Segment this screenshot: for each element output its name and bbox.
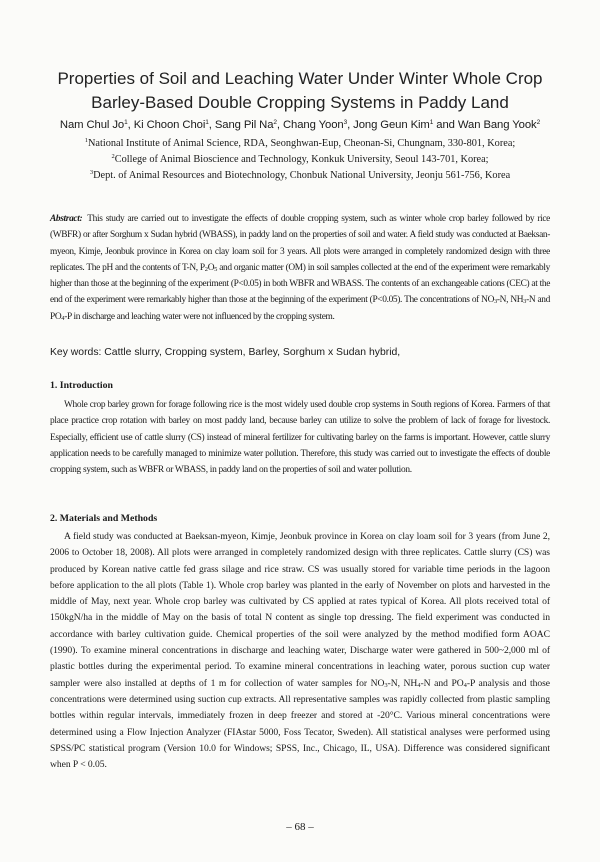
author-name: Sang Pil Na <box>214 119 274 131</box>
section-heading-methods: 2. Materials and Methods <box>50 513 158 524</box>
author-sup: 2 <box>273 119 277 126</box>
author-sup: 1 <box>205 119 209 126</box>
page-number: – 68 – <box>286 821 314 833</box>
section-heading-introduction: 1. Introduction <box>50 380 113 391</box>
abstract: Abstract: This study are carried out to investigate the effects of double cropping system, such as winter whole crop barley followed by rice (WBFR) or after Sorghum x Sudan hybrid (WBASS), in paddy land on the properties of soil and water. A field study was conducted at Baeksan-myeon, Kimje, Jeonbuk province in Korea on clay loam soil for 3 years. All plots were arranged in completely randomized design with three replicates. The pH and the contents of T-N, $P_2O_5$ and organic matter (OM) in soil samples collected at the end of the experiment were remarkably higher than those at the beginning of the experiment (P<0.05) in both WBFR and WBASS. The contents of an exchangeable cations (CEC) at the end of the experiment were remarkably higher than those at the beginning of the experiment (P<0.05). The concentrations of $NO_3-N$, $NH_3-N$ and $PO_4-P$ in discharge and leaching water were not influenced by the cropping system. <box>50 214 550 322</box>
author-name: Wan Bang Yook <box>457 119 537 131</box>
title-line-2: Barley-Based Double Cropping Systems in Paddy Land <box>91 93 509 112</box>
author-name: Jong Geun Kim <box>353 119 430 131</box>
author-name: Ki Choon Choi <box>133 119 206 131</box>
abstract-label: Abstract: <box>50 214 83 224</box>
affiliation-1: $^1$National Institute of Animal Science, RDA, Seonghwan-Eup, Cheonan-Si, Chungnam, 330-801, Korea; <box>84 137 516 149</box>
paper-title <box>40 67 560 115</box>
keywords <box>50 347 550 358</box>
methods-text: A field study was conducted at Baeksan-myeon, Kimje, Jeonbuk province in Korea on clay loam soil for 3 years (from June 2, 2006 to October 18, 2008). All plots were arranged in completely randomized design with three replicates. Cattle slurry (CS) was produced by Korean native cattle fed grass silage and rice straw. CS was usually stored for variable time periods in the lagoon before application to the all plots (Table 1). Whole crop barley was planted in the early of November on plots and harvested in the middle of May, next year. Whole crop barley was cultivated by CS applied at rates typical of Korea. All plots received total of 150kgN/ha in the middle of May on the basis of total N content as single top dressing. The field experiment was conducted in accordance with barley cultivation guide. Chemical properties of the soil were analyzed by the method modified form AOAC (1990). To examine mineral concentrations in discharge and leaching water, Discharge water were gathered in 500~2,000 ml of plastic bottles during the experimental period. To examine mineral concentrations in leaching water, porous suction cup water sampler were also installed at depths of 1 m for collection of water samples for $NO_3-N$, $NH_4-N$ and $PO_4-P$ analysis and those concentrations were determined using suction cup extracts. All representative samples was rapidly collected from plastic sampling bottles within regular intervals, immediately frozen in deep freezer and stored at -20°C. Various mineral concentrations were determined using a Flow Injection Analyzer (FIAstar 5000, Foss Tecator, Sweden). All statistical analyses were performed using SPSS/PC statistical program (Version 10.0 for Windows; SPSS, Inc., Chicago, IL, USA). Difference was considered significant when P < 0.05. <box>50 531 550 771</box>
title-line-1: Properties of Soil and Leaching Water Under Winter Whole Crop <box>57 69 543 88</box>
affiliation-3: $^3$Dept. of Animal Resources and Biotechnology, Chonbuk National University, Jeonju 561-756, Korea <box>89 169 511 181</box>
author-list: Nam Chul Jo$^1$, Ki Choon Choi$^1$, Sang Pil Na$^2$, Chang Yoon$^3$, Jong Geun Kim$^1$ and Wan Bang Yook$^2$ <box>59 119 541 131</box>
author-sup: 2 <box>536 119 541 126</box>
keywords-text: Cattle slurry, Cropping system, Barley, Sorghum x Sudan hybrid, <box>104 347 401 358</box>
affiliations <box>40 136 560 184</box>
author-name: Chang Yoon <box>282 119 344 131</box>
author-sup: 1 <box>124 119 128 126</box>
author-name: Nam Chul Jo <box>59 119 125 131</box>
affiliation-2: $^2$College of Animal Bioscience and Technology, Konkuk University, Seoul 143-701, Korea; <box>111 153 489 165</box>
author-sup: 3 <box>343 119 348 126</box>
keywords-label: Key words: <box>50 347 102 358</box>
author-sup: 1 <box>429 119 434 126</box>
introduction-text: Whole crop barley grown for forage following rice is the most widely used double crop systems in South regions of Korea. Farmers of that place practice crop rotation with barley on most paddy land, because barley can utilize to solve the problem of lack of forage for livestock. Especially, efficient use of cattle slurry (CS) instead of mineral fertilizer for cultivating barley on the farms is important. However, cattle slurry application needs to be carefully managed to minimize water pollution. Therefore, this study was carried out to investigate the effects of double cropping system, such as WBFR or WBASS, in paddy land on the properties of soil and water pollution. <box>50 400 550 476</box>
